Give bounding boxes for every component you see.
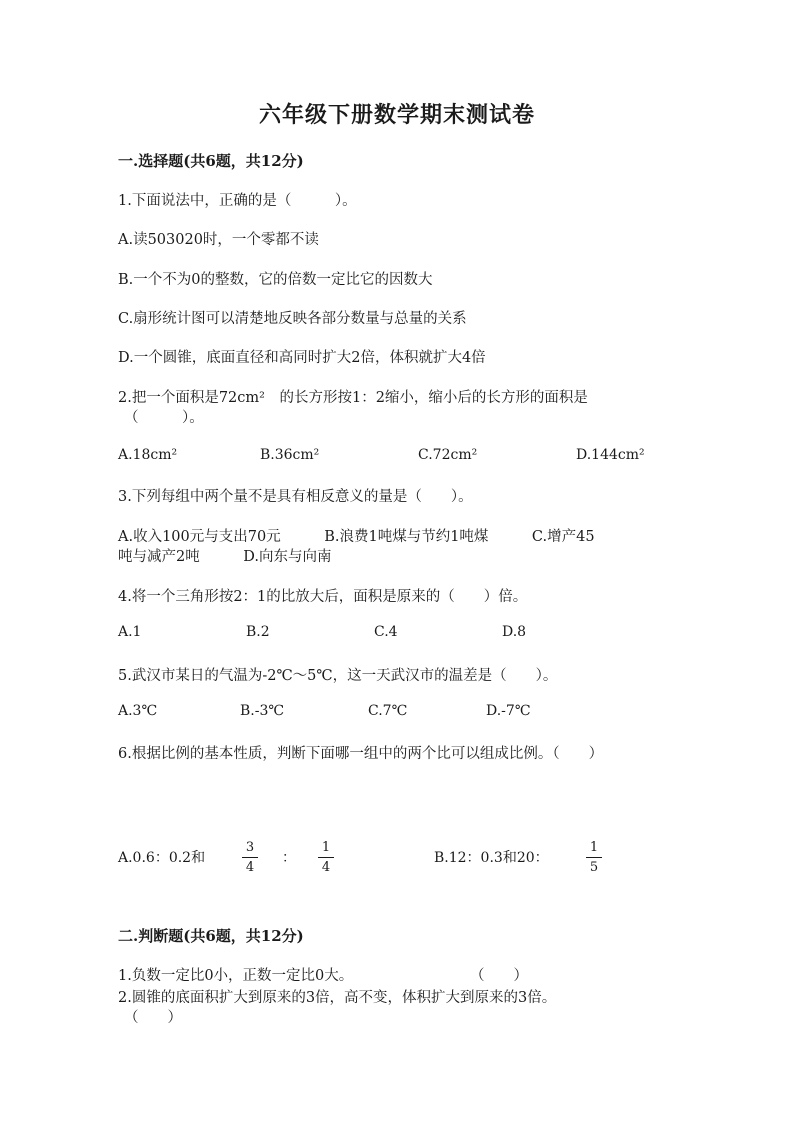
question-6-option-b-fraction	[586, 841, 602, 874]
question-3-options-line1: A.收入100元与支出70元 B.浪费1吨煤与节约1吨煤 C.增产45	[118, 529, 595, 545]
fraction-denominator: 4	[321, 860, 331, 875]
question-1-option-c: C.扇形统计图可以清楚地反映各部分数量与总量的关系	[118, 311, 467, 327]
page-title: 六年级下册数学期末测试卷	[258, 102, 535, 128]
fraction-numerator: 1	[589, 840, 599, 855]
question-5-option-a: A.3℃	[118, 703, 158, 719]
question-2-text-line2: （ ）。	[124, 410, 204, 426]
fraction-numerator: 1	[321, 840, 331, 855]
question-6-option-a-fraction-2	[318, 841, 334, 874]
section-heading-choice: 一.选择题(共6题，共12分)	[118, 152, 304, 170]
judgement-2-answer-paren: （ ）	[124, 1010, 182, 1026]
question-3-text: 3.下列每组中两个量不是具有相反意义的量是（ ）。	[118, 489, 473, 505]
question-4-option-c: C.4	[374, 624, 398, 640]
judgement-1-answer-paren: （ ）	[470, 968, 528, 984]
question-5-option-b: B.-3℃	[240, 703, 285, 719]
question-6-option-a-colon: ：	[282, 850, 296, 866]
question-2-option-b: B.36cm²	[260, 447, 320, 463]
fraction-denominator: 5	[589, 860, 599, 875]
fraction-bar	[318, 857, 334, 858]
question-1-option-a: A.读503020时，一个零都不读	[118, 232, 319, 248]
question-4-text: 4.将一个三角形按2：1的比放大后，面积是原来的（ ）倍。	[118, 589, 528, 605]
question-1-text: 1.下面说法中，正确的是（ ）。	[118, 193, 357, 209]
question-6-option-a-prefix: A.0.6：0.2和	[118, 850, 206, 866]
question-6-text: 6.根据比例的基本性质，判断下面哪一组中的两个比可以组成比例。（ ）	[118, 746, 604, 762]
question-1-option-d: D.一个圆锥，底面直径和高同时扩大2倍，体积就扩大4倍	[118, 350, 486, 366]
judgement-2-text-line1: 2.圆锥的底面积扩大到原来的3倍，高不变，体积扩大到原来的3倍。	[118, 990, 557, 1006]
question-2-option-a: A.18cm²	[118, 447, 178, 463]
question-2-text-line1: 2.把一个面积是72cm² 的长方形按1：2缩小，缩小后的长方形的面积是	[118, 390, 588, 406]
section-heading-judgement: 二.判断题(共6题，共12分)	[118, 927, 304, 945]
question-6-option-a-fraction-1	[242, 841, 258, 874]
question-4-option-d: D.8	[502, 624, 527, 640]
question-1-option-b: B.一个不为0的整数，它的倍数一定比它的因数大	[118, 272, 433, 288]
question-5-option-c: C.7℃	[368, 703, 408, 719]
question-4-option-b: B.2	[246, 624, 270, 640]
question-5-option-d: D.-7℃	[486, 703, 531, 719]
question-5-text: 5.武汉市某日的气温为-2℃～5℃，这一天武汉市的温差是（ ）。	[118, 668, 558, 684]
judgement-1-text: 1.负数一定比0小，正数一定比0大。	[118, 968, 354, 984]
question-2-option-c: C.72cm²	[418, 447, 478, 463]
fraction-bar	[242, 857, 258, 858]
fraction-numerator: 3	[245, 840, 255, 855]
question-3-options-line2: 吨与减产2吨 D.向东与向南	[118, 549, 332, 565]
fraction-denominator: 4	[245, 860, 255, 875]
question-6-option-b-prefix: B.12：0.3和20：	[434, 850, 549, 866]
question-4-option-a: A.1	[118, 624, 142, 640]
question-2-option-d: D.144cm²	[576, 447, 645, 463]
fraction-bar	[586, 857, 602, 858]
